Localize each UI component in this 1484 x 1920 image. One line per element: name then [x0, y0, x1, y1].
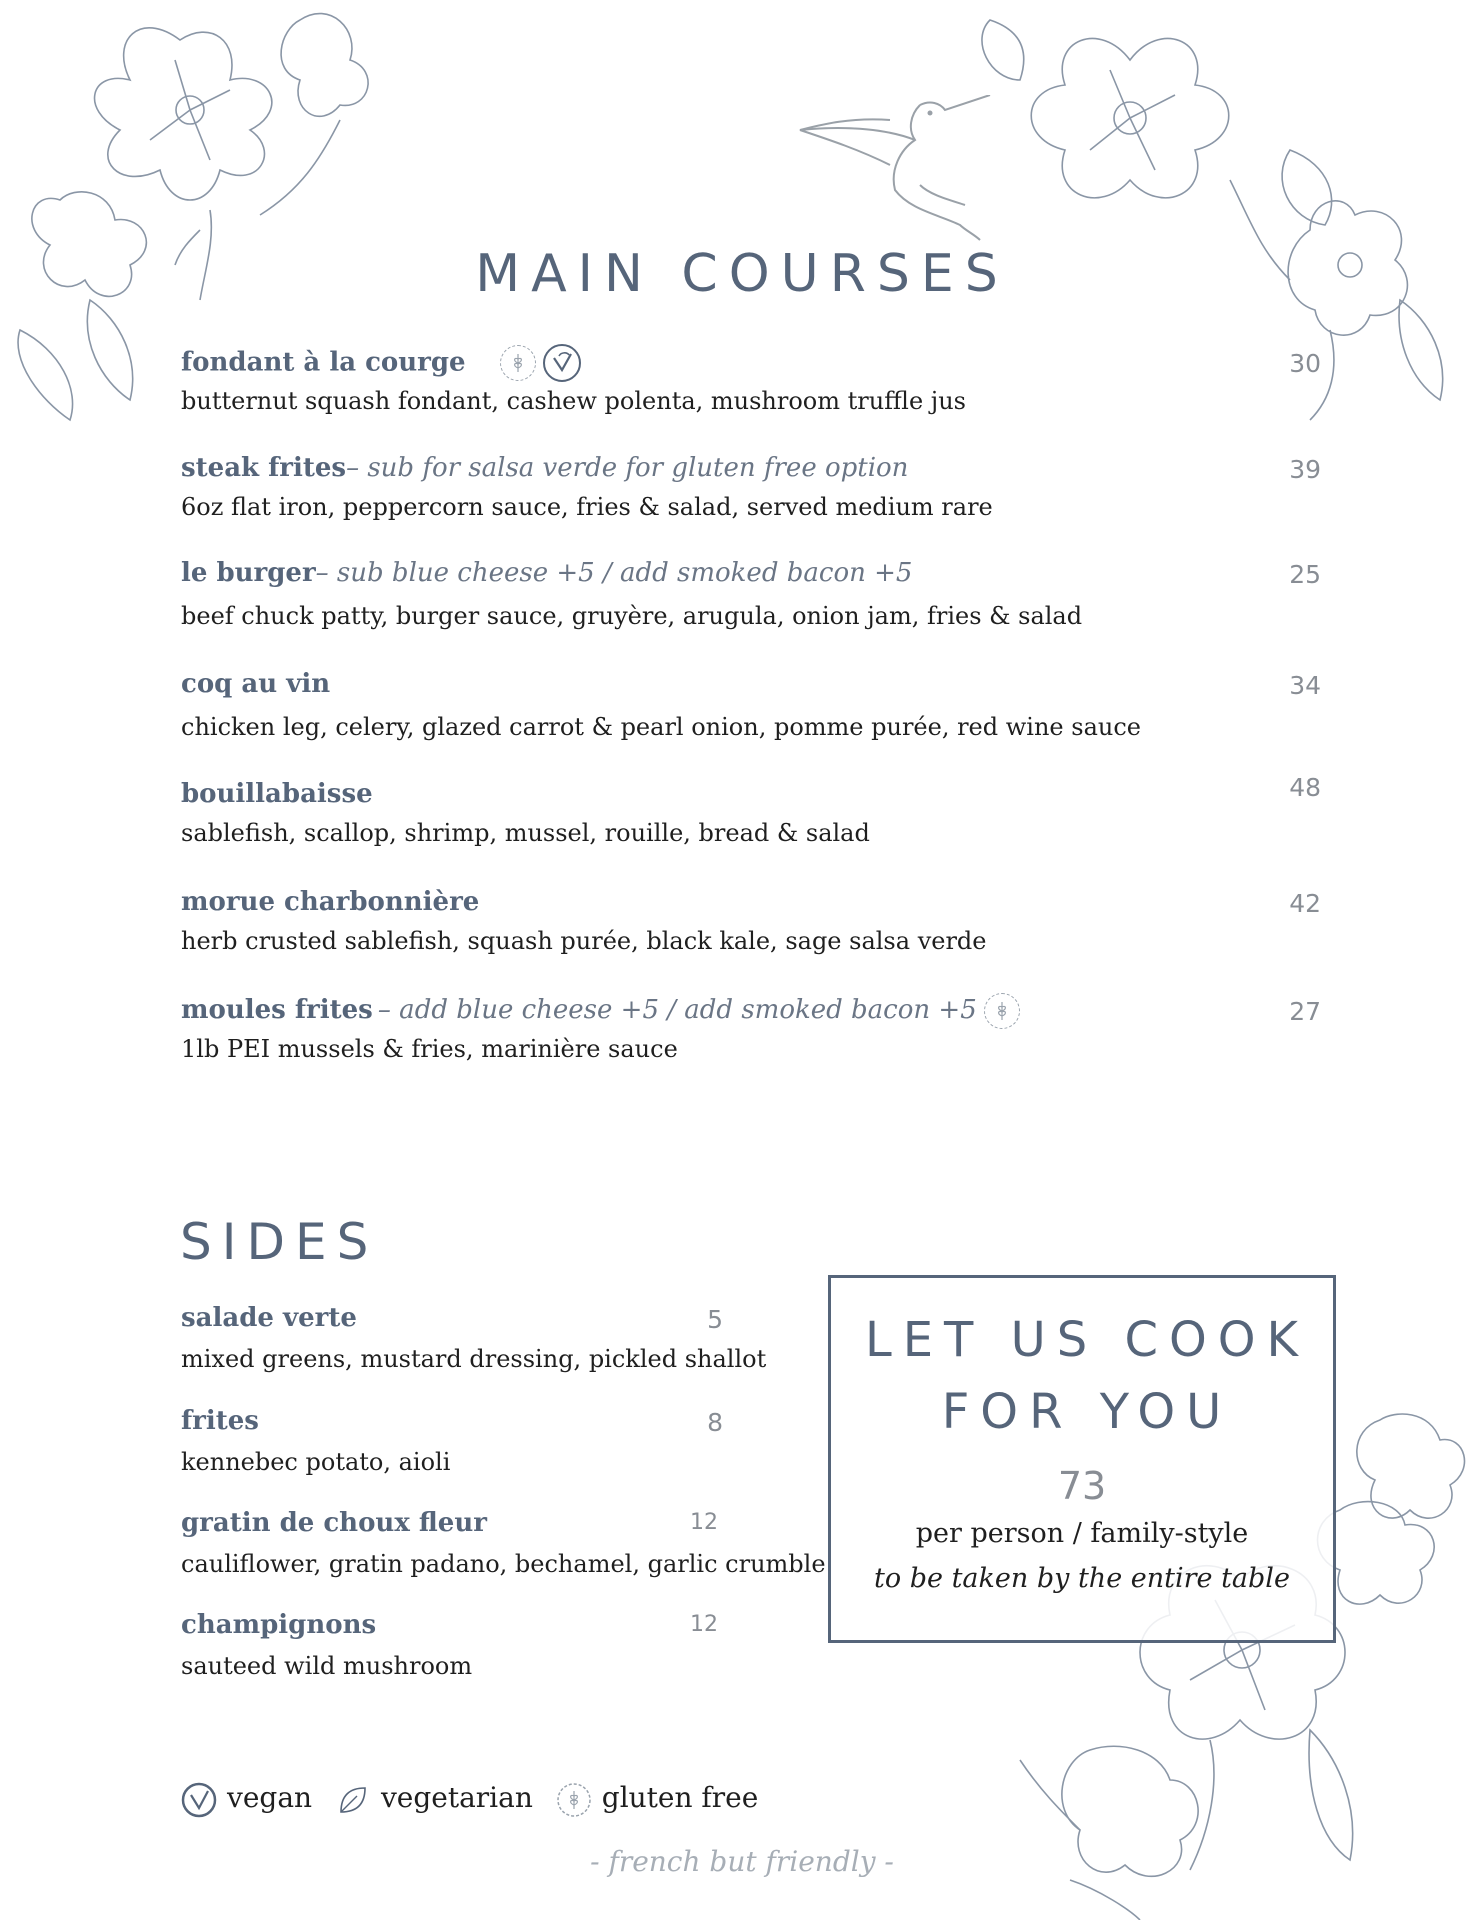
gluten-free-icon [556, 1782, 592, 1818]
dish-item [181, 347, 1321, 415]
dietary-legend [181, 1781, 772, 1821]
let-us-cook-price: 73 [1057, 1464, 1107, 1508]
legend-gluten-free-label: gluten free [601, 1781, 759, 1815]
side-price: 5 [707, 1305, 723, 1334]
dish-item [181, 887, 1321, 955]
let-us-cook-title-line1: LET US COOK [864, 1312, 1310, 1368]
let-us-cook-title-line2: FOR YOU [941, 1384, 1233, 1440]
dish-price: 39 [1289, 455, 1321, 484]
legend-vegetarian-label: vegetarian [380, 1781, 533, 1815]
leaf-icon [335, 1782, 371, 1818]
dish-description: chicken leg, celery, glazed carrot & pearl onion, pomme purée, red wine sauce [181, 713, 1141, 741]
legend-vegetarian [335, 1781, 533, 1818]
dish-description: 1lb PEI mussels & fries, marinière sauce [181, 1035, 678, 1063]
dish-item [181, 669, 1321, 741]
side-description: sauteed wild mushroom [181, 1652, 473, 1680]
legend-gluten-free [556, 1781, 759, 1818]
sides-title: SIDES [180, 1213, 379, 1271]
side-name: gratin de choux fleur [181, 1508, 487, 1538]
legend-vegan [181, 1781, 312, 1818]
dish-price: 25 [1289, 560, 1321, 589]
dish-item [181, 995, 1321, 1063]
side-description: cauliflower, gratin padano, bechamel, garlic crumble [181, 1550, 826, 1578]
let-us-cook-per-person: per person / family-style [915, 1518, 1249, 1549]
let-us-cook-box [828, 1275, 1336, 1643]
main-courses-title: MAIN COURSES [475, 244, 1009, 304]
dish-description: butternut squash fondant, cashew polenta, mushroom truffle jus [181, 387, 966, 415]
dish-name: fondant à la courge [181, 347, 466, 378]
dish-price: 42 [1289, 889, 1321, 918]
side-price: 12 [690, 1612, 718, 1637]
side-description: kennebec potato, aioli [181, 1448, 451, 1476]
dish-description: sablefish, scallop, shrimp, mussel, rouille, bread & salad [181, 819, 870, 847]
tagline: - french but friendly - [590, 1845, 894, 1878]
dish-name: coq au vin [181, 669, 331, 699]
dish-price: 27 [1289, 997, 1321, 1026]
dish-note: – sub blue cheese +5 / add smoked bacon +5 [315, 558, 913, 588]
dish-item [181, 558, 1321, 630]
dish-price: 30 [1289, 349, 1321, 378]
dish-name: bouillabaisse [181, 779, 373, 809]
side-name: frites [181, 1406, 259, 1436]
dish-name: moules frites [181, 995, 373, 1025]
let-us-cook-note: to be taken by the entire table [874, 1563, 1290, 1594]
side-item [181, 1406, 726, 1476]
gluten-free-icon [500, 345, 536, 381]
dish-note: – add blue cheese +5 / add smoked bacon +5 [377, 995, 977, 1025]
dish-name: le burger [181, 558, 316, 588]
dish-note: – sub for salsa verde for gluten free option [346, 453, 909, 483]
side-name: champignons [181, 1610, 377, 1640]
dish-price: 34 [1289, 671, 1321, 700]
side-item [181, 1303, 767, 1373]
dish-description: herb crusted sablefish, squash purée, black kale, sage salsa verde [181, 927, 987, 955]
dish-name: steak frites [181, 453, 347, 483]
vegan-icon [181, 1782, 217, 1818]
dish-description: beef chuck patty, burger sauce, gruyère, arugula, onion jam, fries & salad [181, 602, 1083, 630]
dish-description: 6oz flat iron, peppercorn sauce, fries & salad, served medium rare [181, 493, 993, 521]
side-price: 8 [707, 1408, 723, 1437]
dish-item [181, 773, 1321, 847]
dish-name: morue charbonnière [181, 887, 480, 917]
gluten-free-icon [984, 993, 1020, 1029]
side-description: mixed greens, mustard dressing, pickled shallot [181, 1345, 767, 1373]
hummingbird-illustration [790, 95, 1010, 245]
let-us-cook-title [831, 1304, 1333, 1448]
side-item [181, 1610, 726, 1680]
side-name: salade verte [181, 1303, 357, 1333]
dish-item [181, 453, 1321, 521]
dish-price: 48 [1289, 773, 1321, 802]
vegan-icon [543, 344, 581, 382]
side-price: 12 [690, 1510, 718, 1535]
legend-vegan-label: vegan [227, 1781, 313, 1815]
side-item [181, 1508, 826, 1578]
